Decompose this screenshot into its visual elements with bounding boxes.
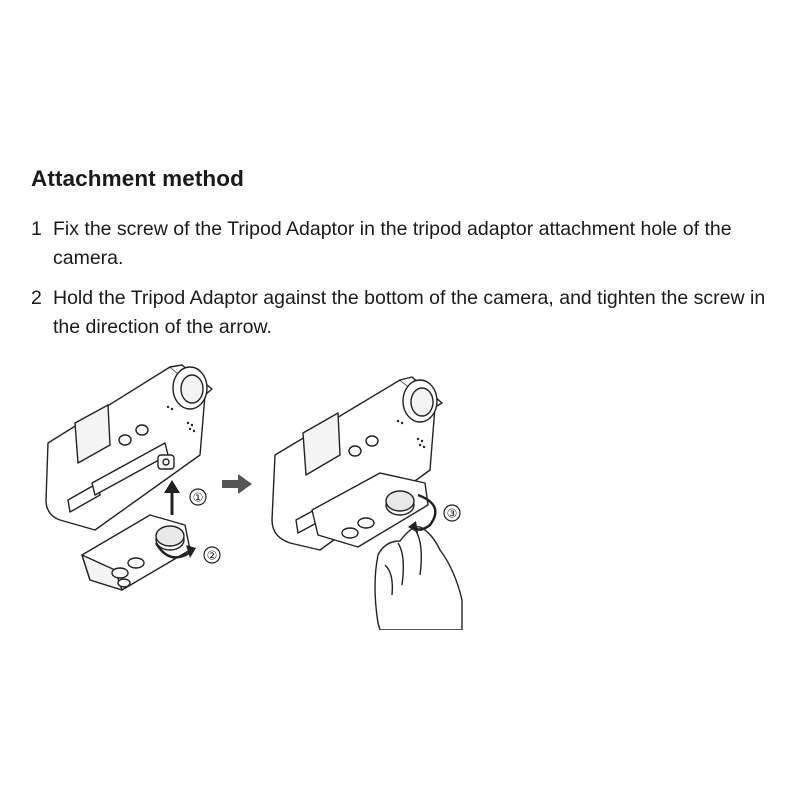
svg-text:①: ①: [192, 490, 204, 505]
step-item: [31, 215, 771, 273]
svg-text:②: ②: [206, 548, 218, 563]
attachment-illustration: [0, 355, 800, 630]
up-arrow-icon: [164, 480, 180, 515]
camera-illustration-left: [46, 365, 212, 530]
step-number: 2: [31, 287, 42, 309]
hand-illustration: [375, 527, 462, 630]
right-arrow-icon: [222, 474, 252, 494]
step-text: Fix the screw of the Tripod Adaptor in the tripod adaptor attachment hole of the camera.: [53, 218, 732, 269]
callout-2: [204, 547, 220, 563]
instruction-steps: [31, 215, 771, 353]
step-text: Hold the Tripod Adaptor against the bottom of the camera, and tighten the screw in the direction of the arrow.: [53, 287, 766, 338]
step-number: 1: [31, 218, 42, 240]
step-item: [31, 284, 771, 342]
svg-text:③: ③: [446, 506, 458, 521]
callout-1: [190, 489, 206, 505]
callout-3: [444, 505, 460, 521]
section-heading: Attachment method: [31, 166, 244, 191]
